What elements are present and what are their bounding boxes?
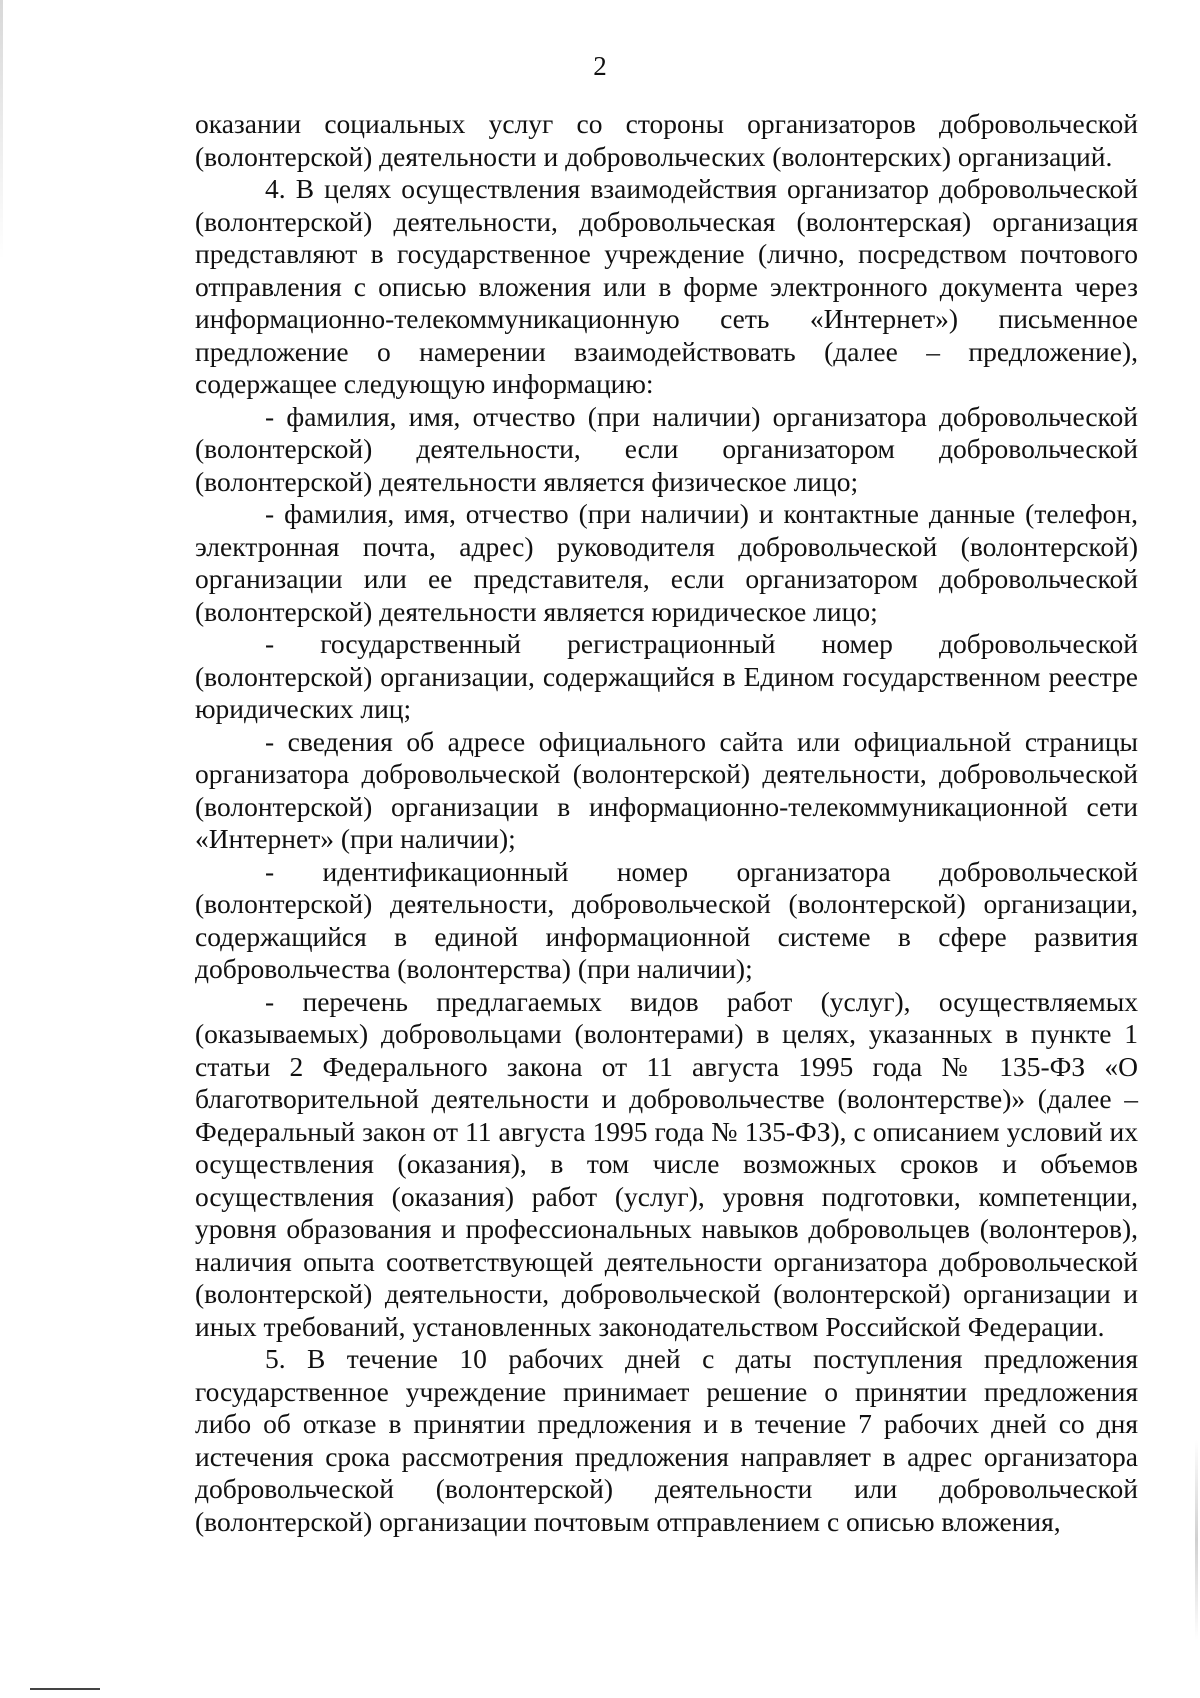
paragraph-item-4: 4. В целях осуществления взаимодействия организатор добровольческой (волонтерской) деятельности, добровольческая (волонтерская) организация представляют в государственное учреждение (лично, посредством почтового отправления с описью вложения или в форме электронного документа через информационно-телекоммуникационную сеть «Интернет») письменное предложение о намерении взаимодействовать (далее – предложение), содержащее следующую информацию: xyxy=(195,173,1138,399)
list-item: - государственный регистрационный номер добровольческой (волонтерской) организации, содержащийся в Едином государственном реестре юридических лиц; xyxy=(195,628,1138,724)
list-item: - идентификационный номер организатора добровольческой (волонтерской) деятельности, добровольческой (волонтерской) организации, содержащийся в единой информационной системе в сфере развития добровольчества (волонтерства) (при наличии); xyxy=(195,855,1138,984)
list-item: - фамилия, имя, отчество (при наличии) и контактные данные (телефон, электронная почта, адрес) руководителя добровольческой (волонтерской) организации или ее представителя, если организатором добровольческой (волонтерской) деятельности является юридическое лицо; xyxy=(195,498,1138,627)
page-number: 2 xyxy=(593,51,607,81)
list-item: - фамилия, имя, отчество (при наличии) организатора добровольческой (волонтерской) деятельности, если организатором добровольческой (волонтерской) деятельности является физическое лицо; xyxy=(195,400,1138,497)
list-item: - сведения об адресе официального сайта или официальной страницы организатора добровольческой (волонтерской) деятельности, добровольческой (волонтерской) организации в информационно-телекоммуникационной сети «Интернет» (при наличии); xyxy=(195,725,1138,854)
footer-line xyxy=(30,1688,100,1690)
scan-edge-mark xyxy=(1195,1440,1198,1640)
list-item: - перечень предлагаемых видов работ (услуг), осуществляемых (оказываемых) добровольцами (волонтерами) в целях, указанных в пункте 1 статьи 2 Федерального закона от 11 августа 1995 года № 135-ФЗ «О благотворительной деятельности и добровольчестве (волонтерстве)» (далее – Федеральный закон от 11 августа 1995 года № 135-ФЗ), с описанием условий их осуществления (оказания), в том числе возможных сроков и объемов осуществления (оказания) работ (услуг), уровня подготовки, компетенции, уровня образования и профессиональных навыков добровольцев (волонтеров), наличия опыта соответствующей деятельности организатора добровольческой (волонтерской) деятельности, добровольческой (волонтерской) организации и иных требований, установленных законодательством Российской Федерации. xyxy=(195,985,1138,1342)
document-body xyxy=(195,108,1138,1538)
paragraph-continuation: оказании социальных услуг со стороны организаторов добровольческой (волонтерской) деятельности и добровольческих (волонтерских) организаций. xyxy=(195,108,1138,172)
paragraph-item-5: 5. В течение 10 рабочих дней с даты поступления предложения государственное учреждение принимает решение о принятии предложения либо об отказе в принятии предложения и в течение 7 рабочих дней со дня истечения срока рассмотрения предложения направляет в адрес организатора добровольческой (волонтерской) деятельности или добровольческой (волонтерской) организации почтовым отправлением с описью вложения, xyxy=(195,1343,1138,1537)
scan-edge-mark xyxy=(0,0,3,260)
